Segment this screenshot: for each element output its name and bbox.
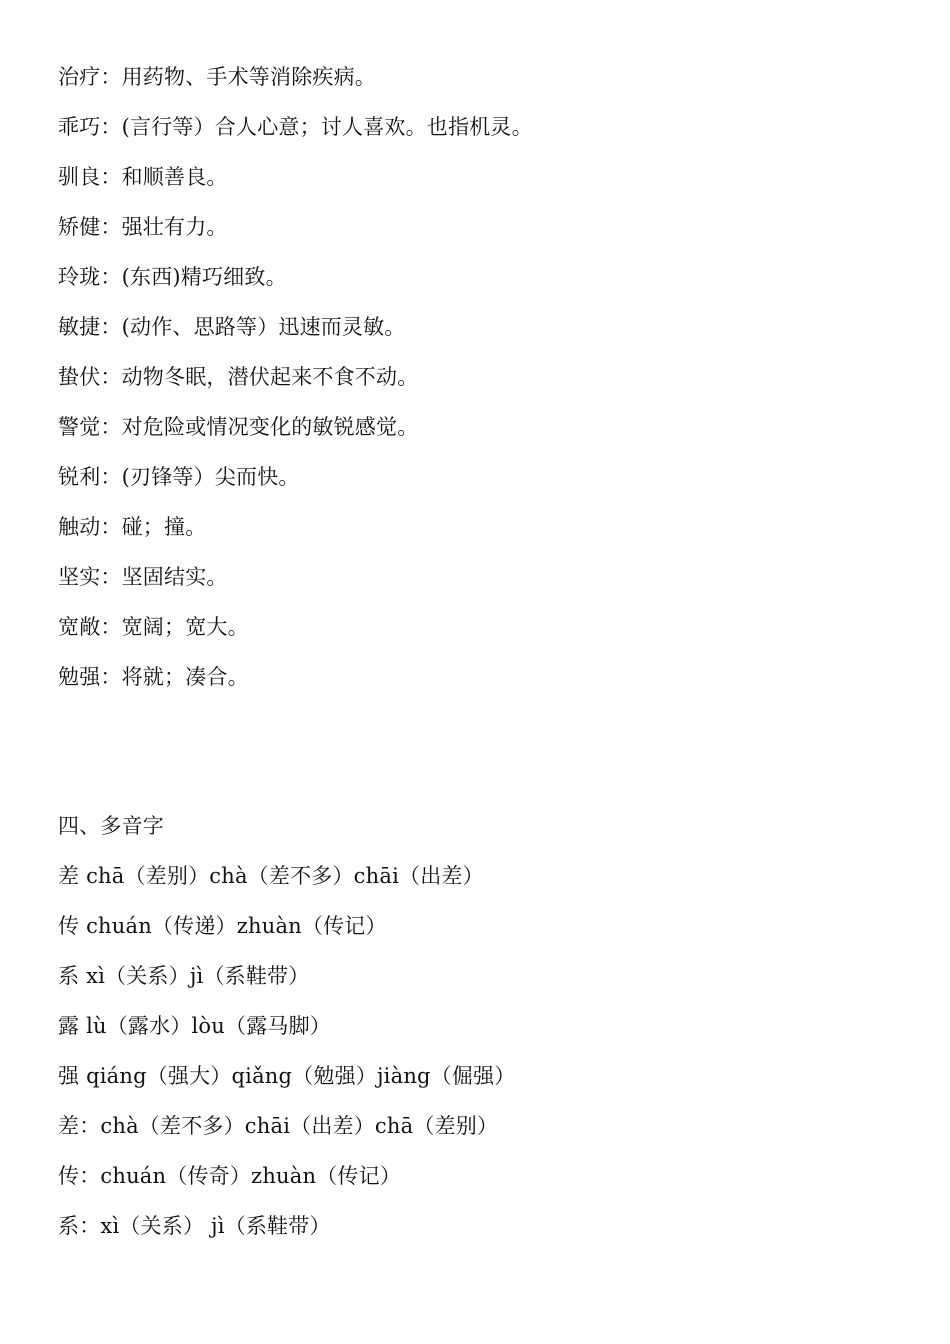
polyphone-line: 系：xì（关系） jì（系鞋带） <box>58 1214 331 1238</box>
polyphone-line: 传：chuán（传奇）zhuàn（传记） <box>58 1164 402 1188</box>
definition-line: 乖巧：(言行等）合人心意；讨人喜欢。也指机灵。 <box>58 115 533 139</box>
definition-line: 矫健：强壮有力。 <box>58 215 228 239</box>
polyphone-line: 差：chà（差不多）chāi（出差）chā（差别） <box>58 1114 499 1138</box>
definition-line: 敏捷：(动作、思路等）迅速而灵敏。 <box>58 315 406 339</box>
section-heading: 四、多音字 <box>58 814 164 838</box>
definition-line: 勉强：将就；凑合。 <box>58 665 249 689</box>
definition-line: 坚实：坚固结实。 <box>58 565 228 589</box>
polyphone-line: 传 chuán（传递）zhuàn（传记） <box>58 914 387 938</box>
polyphone-line: 露 lù（露水）lòu（露马脚） <box>58 1014 331 1038</box>
polyphone-line: 差 chā（差别）chà（差不多）chāi（出差） <box>58 864 484 888</box>
definition-line: 玲珑：(东西)精巧细致。 <box>58 265 287 289</box>
definition-line: 锐利：(刃锋等）尖而快。 <box>58 465 300 489</box>
polyphone-line: 系 xì（关系）jì（系鞋带） <box>58 964 310 988</box>
definition-line: 治疗：用药物、手术等消除疾病。 <box>58 65 376 89</box>
definition-line: 蛰伏：动物冬眠，潜伏起来不食不动。 <box>58 365 419 389</box>
definition-line: 警觉：对危险或情况变化的敏锐感觉。 <box>58 415 419 439</box>
definition-line: 驯良：和顺善良。 <box>58 165 228 189</box>
polyphone-line: 强 qiáng（强大）qiǎng（勉强）jiàng（倔强） <box>58 1064 516 1088</box>
definition-line: 触动：碰；撞。 <box>58 515 207 539</box>
definition-line: 宽敞：宽阔；宽大。 <box>58 615 249 639</box>
